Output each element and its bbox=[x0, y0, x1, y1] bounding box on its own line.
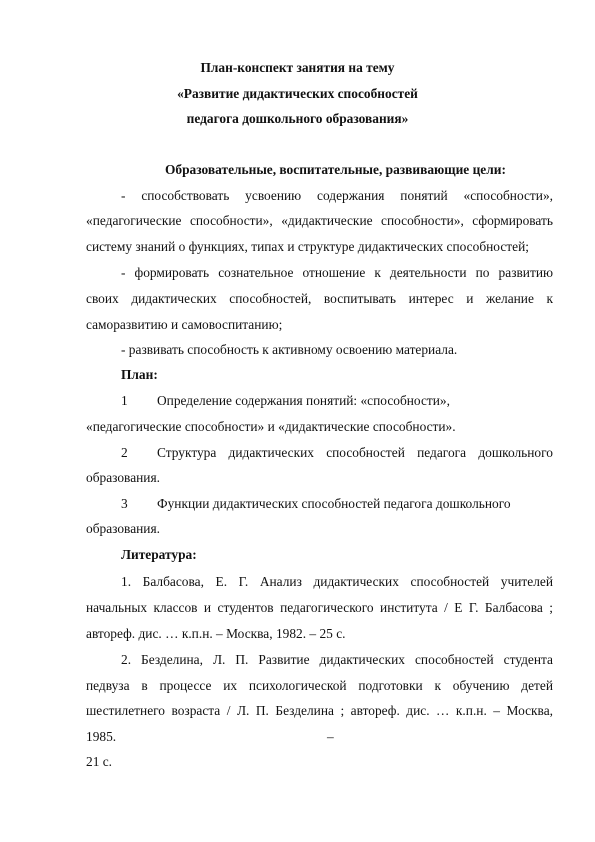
title-line-2: «Развитие дидактических способностей bbox=[177, 86, 418, 101]
goal-2-line-1: - формировать сознательное отношение к деятельности по развитию bbox=[121, 265, 553, 280]
goals-heading: Образовательные, воспитательные, развивающие цели: bbox=[165, 162, 506, 177]
goal-1-line-1: - способствовать усвоению содержания понятий «способности», bbox=[121, 188, 553, 203]
ref-2-line-2: педвуза в процессе их психологической подготовки к обучению детей bbox=[86, 678, 553, 693]
plan-item-1-line-2: «педагогические способности» и «дидактические способности». bbox=[86, 419, 456, 434]
ref-2-tail: 21 с. bbox=[86, 754, 113, 769]
plan-item-3-number: 3 bbox=[121, 496, 128, 511]
ref-2-dash: – bbox=[327, 729, 334, 744]
plan-item-1-line-1: Определение содержания понятий: «способности», bbox=[157, 393, 450, 408]
plan-heading: План: bbox=[121, 367, 158, 382]
plan-item-2-number: 2 bbox=[121, 445, 128, 460]
plan-item-2-line-2: образования. bbox=[86, 470, 160, 485]
goal-1-line-3: систему знаний о функциях, типах и структуре дидактических способностей; bbox=[86, 239, 529, 254]
goal-3-line-1: - развивать способность к активному освоению материала. bbox=[121, 342, 458, 357]
goal-1-line-2: «педагогические способности», «дидактические способности», сформировать bbox=[86, 213, 553, 228]
ref-1-line-3: автореф. дис. … к.п.н. – Москва, 1982. – 25 с. bbox=[86, 626, 346, 641]
plan-item-1-number: 1 bbox=[121, 393, 128, 408]
title-line-1: План-конспект занятия на тему bbox=[200, 60, 395, 75]
ref-2-line-1: 2. Безделина, Л. П. Развитие дидактических способностей студента bbox=[121, 652, 553, 667]
ref-1-line-2: начальных классов и студентов педагогического института / Е Г. Балбасова ; bbox=[86, 600, 553, 615]
literature-heading: Литература: bbox=[121, 547, 197, 562]
plan-item-2-line-1: Структура дидактических способностей педагога дошкольного bbox=[157, 445, 553, 460]
title-line-3: педагога дошкольного образования» bbox=[186, 111, 409, 126]
goal-2-line-2: своих дидактических способностей, воспитывать интерес и желание к bbox=[86, 291, 553, 306]
ref-2-line-3: шестилетнего возраста / Л. П. Безделина ; автореф. дис. … к.п.н. – Москва, bbox=[86, 703, 553, 718]
plan-item-3-line-2: образования. bbox=[86, 521, 160, 536]
goal-2-line-3: саморазвитию и самовоспитанию; bbox=[86, 317, 283, 332]
ref-1-line-1: 1. Балбасова, Е. Г. Анализ дидактических способностей учителей bbox=[121, 574, 553, 589]
plan-item-3-line-1: Функции дидактических способностей педагога дошкольного bbox=[157, 496, 511, 511]
ref-2-line-4: 1985. bbox=[86, 729, 117, 744]
